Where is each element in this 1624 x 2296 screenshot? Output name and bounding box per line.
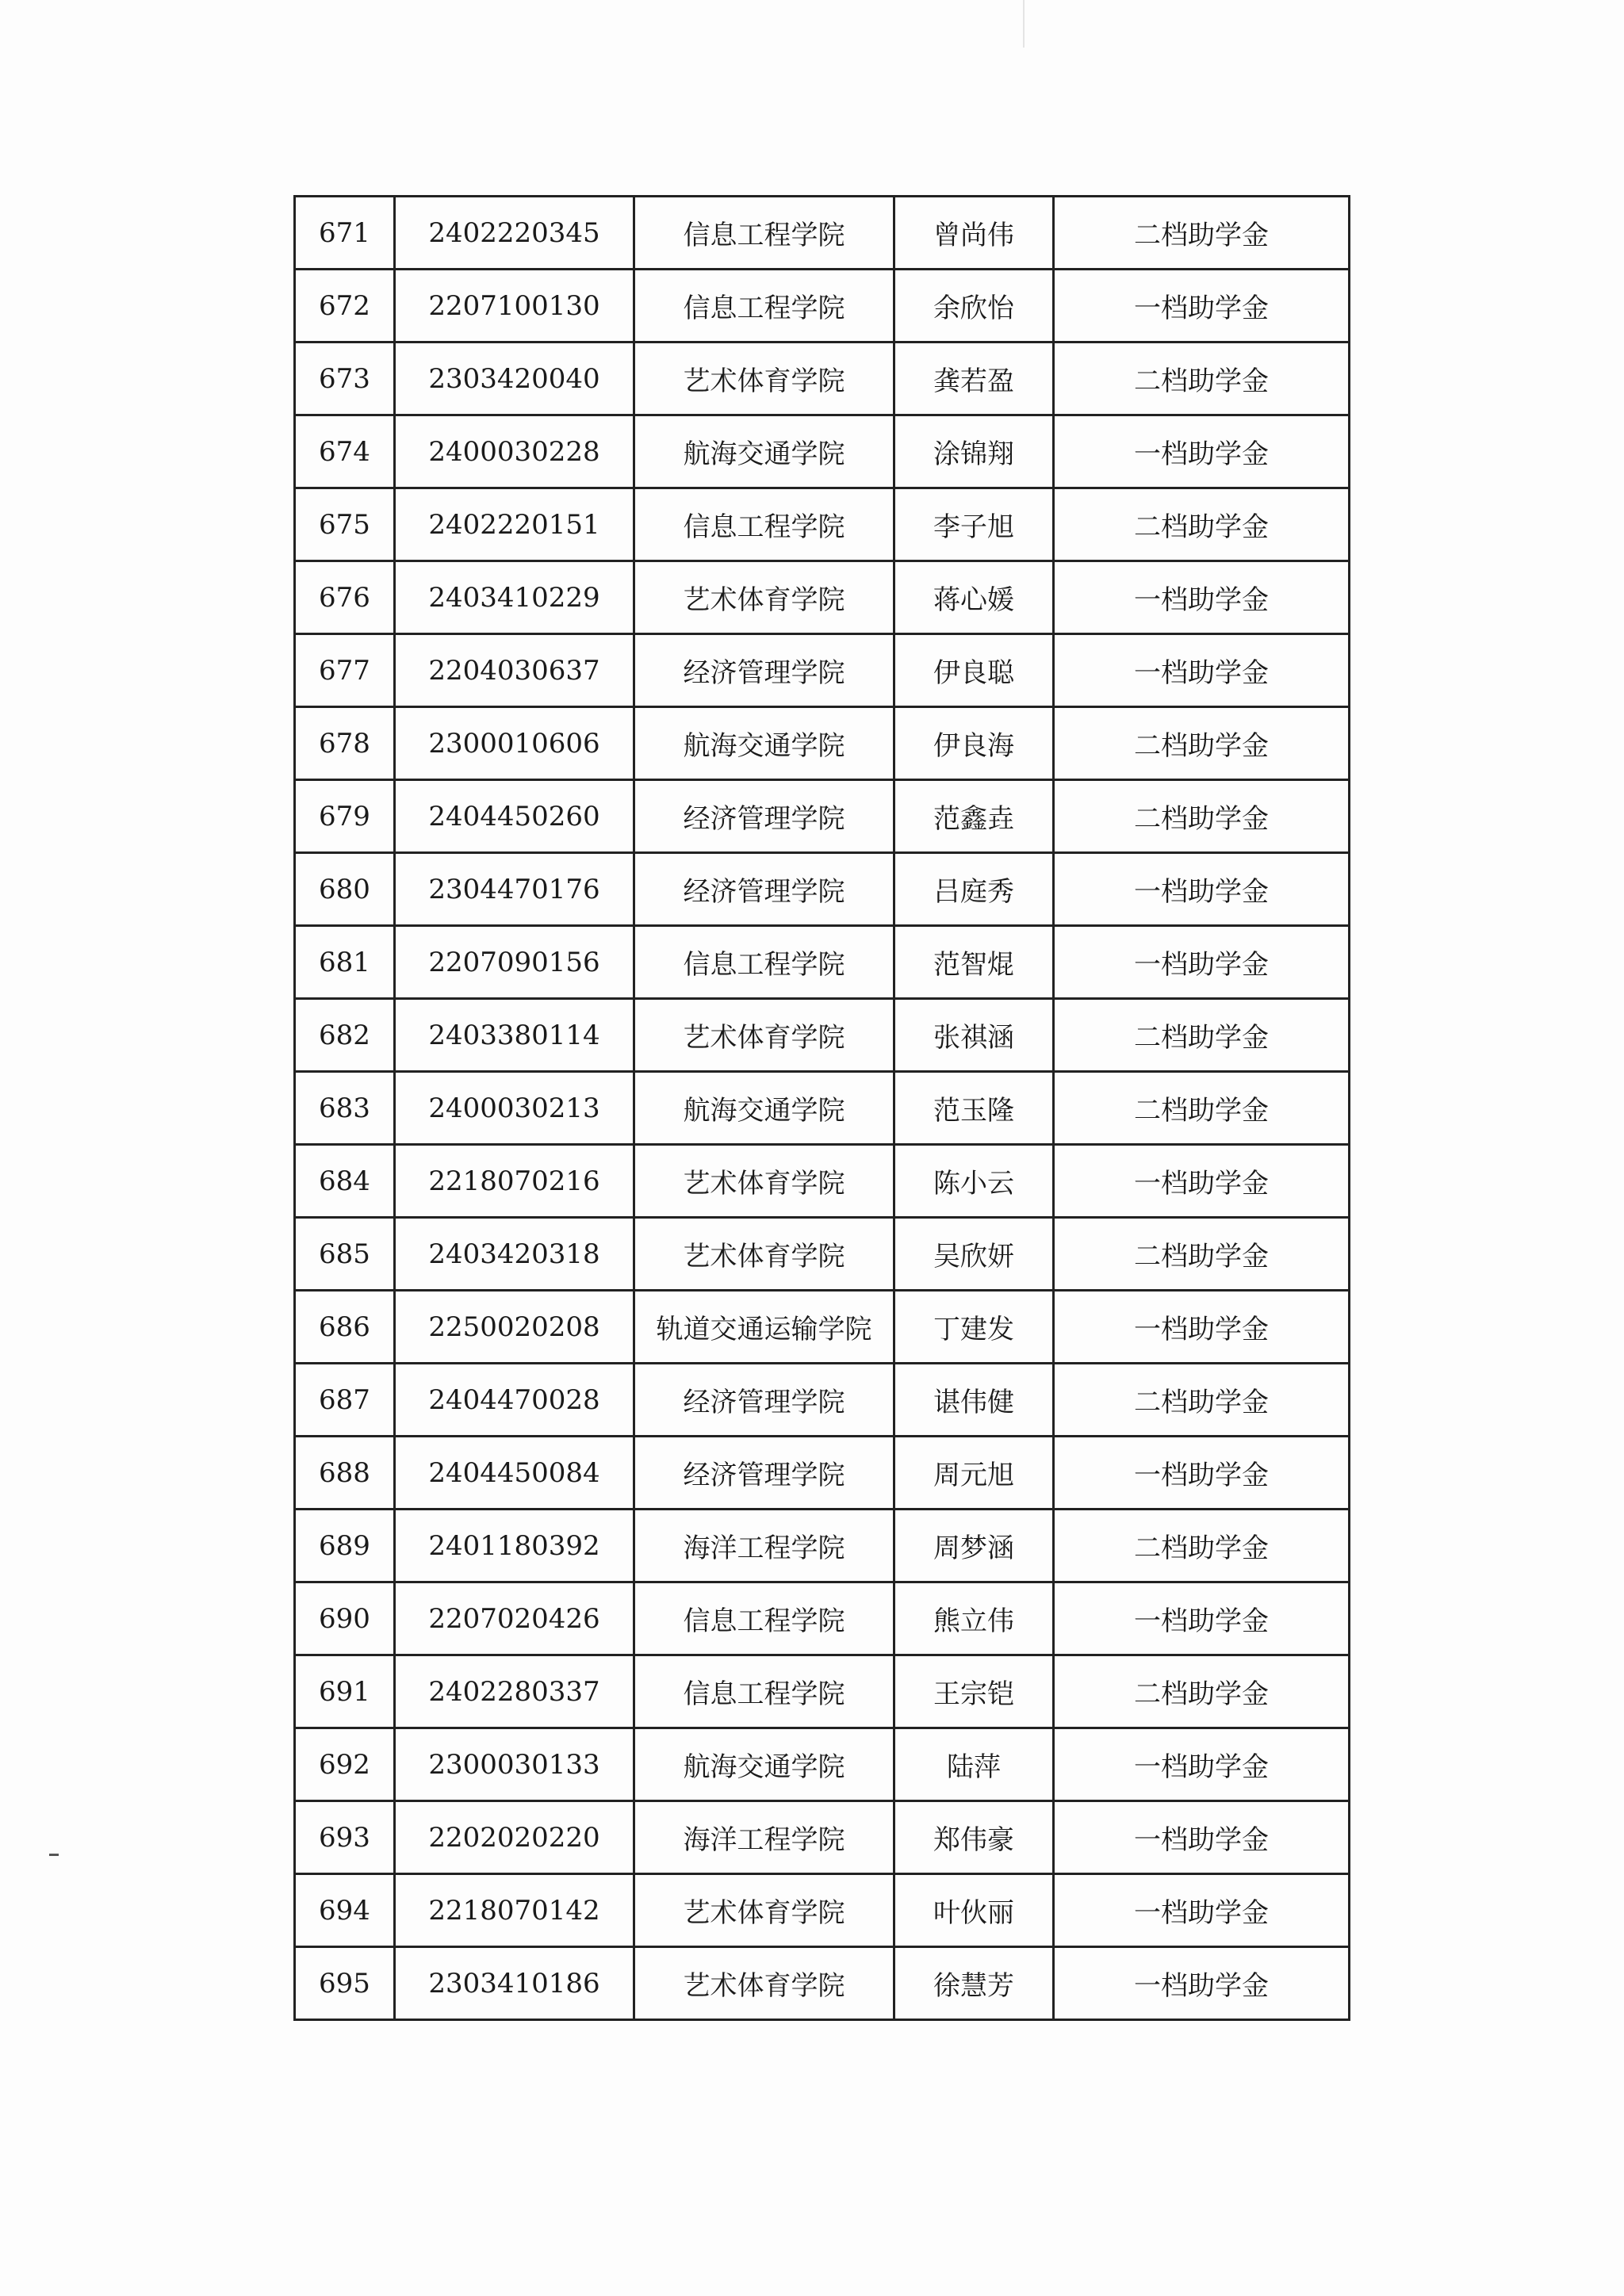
college-name-cell: 信息工程学院: [634, 926, 894, 999]
row-number-cell: 687: [295, 1364, 395, 1437]
table-row: [295, 999, 1350, 1072]
student-id-cell: 2404450084: [395, 1437, 634, 1510]
grant-level-cell: 二档助学金: [1054, 1510, 1350, 1582]
college-name-cell: 信息工程学院: [634, 270, 894, 342]
table-row: [295, 1728, 1350, 1801]
grant-level-cell: 二档助学金: [1054, 780, 1350, 853]
table-row: [295, 780, 1350, 853]
student-name-cell: 陆萍: [894, 1728, 1054, 1801]
row-number-cell: 671: [295, 197, 395, 270]
student-id-cell: 2402220151: [395, 488, 634, 561]
student-id-cell: 2207100130: [395, 270, 634, 342]
table-row: [295, 1582, 1350, 1655]
student-id-cell: 2400030213: [395, 1072, 634, 1145]
grant-level-cell: 一档助学金: [1054, 1291, 1350, 1364]
college-name-cell: 信息工程学院: [634, 197, 894, 270]
student-name-cell: 范玉隆: [894, 1072, 1054, 1145]
grant-level-cell: 二档助学金: [1054, 488, 1350, 561]
college-name-cell: 经济管理学院: [634, 634, 894, 707]
student-name-cell: 王宗铠: [894, 1655, 1054, 1728]
table-row: [295, 853, 1350, 926]
row-number-cell: 689: [295, 1510, 395, 1582]
grant-level-cell: 一档助学金: [1054, 1582, 1350, 1655]
student-id-cell: 2402220345: [395, 197, 634, 270]
student-name-cell: 范智焜: [894, 926, 1054, 999]
row-number-cell: 691: [295, 1655, 395, 1728]
college-name-cell: 海洋工程学院: [634, 1510, 894, 1582]
student-id-cell: 2207020426: [395, 1582, 634, 1655]
college-name-cell: 经济管理学院: [634, 780, 894, 853]
college-name-cell: 信息工程学院: [634, 488, 894, 561]
student-name-cell: 龚若盈: [894, 342, 1054, 415]
table-row: [295, 634, 1350, 707]
row-number-cell: 683: [295, 1072, 395, 1145]
roster-table-body: [295, 197, 1350, 2020]
grant-level-cell: 一档助学金: [1054, 1728, 1350, 1801]
grant-level-cell: 一档助学金: [1054, 853, 1350, 926]
row-number-cell: 682: [295, 999, 395, 1072]
student-id-cell: 2401180392: [395, 1510, 634, 1582]
student-id-cell: 2402280337: [395, 1655, 634, 1728]
table-row: [295, 270, 1350, 342]
row-number-cell: 681: [295, 926, 395, 999]
student-name-cell: 叶伙丽: [894, 1874, 1054, 1947]
table-row: [295, 1655, 1350, 1728]
college-name-cell: 信息工程学院: [634, 1655, 894, 1728]
college-name-cell: 艺术体育学院: [634, 999, 894, 1072]
student-name-cell: 谌伟健: [894, 1364, 1054, 1437]
table-row: [295, 707, 1350, 780]
student-name-cell: 伊良海: [894, 707, 1054, 780]
table-row: [295, 197, 1350, 270]
student-name-cell: 周元旭: [894, 1437, 1054, 1510]
row-number-cell: 674: [295, 415, 395, 488]
student-name-cell: 丁建发: [894, 1291, 1054, 1364]
table-row: [295, 1364, 1350, 1437]
table-row: [295, 415, 1350, 488]
row-number-cell: 679: [295, 780, 395, 853]
grant-level-cell: 二档助学金: [1054, 1364, 1350, 1437]
row-number-cell: 680: [295, 853, 395, 926]
student-name-cell: 张祺涵: [894, 999, 1054, 1072]
row-number-cell: 692: [295, 1728, 395, 1801]
student-id-cell: 2403410229: [395, 561, 634, 634]
student-id-cell: 2218070142: [395, 1874, 634, 1947]
scan-artifact: [1023, 0, 1025, 48]
row-number-cell: 677: [295, 634, 395, 707]
college-name-cell: 艺术体育学院: [634, 561, 894, 634]
grant-level-cell: 一档助学金: [1054, 926, 1350, 999]
table-row: [295, 488, 1350, 561]
college-name-cell: 艺术体育学院: [634, 1874, 894, 1947]
table-row: [295, 1437, 1350, 1510]
student-id-cell: 2300010606: [395, 707, 634, 780]
student-name-cell: 涂锦翔: [894, 415, 1054, 488]
grant-level-cell: 二档助学金: [1054, 707, 1350, 780]
grant-level-cell: 一档助学金: [1054, 1145, 1350, 1218]
grant-level-cell: 一档助学金: [1054, 1801, 1350, 1874]
row-number-cell: 672: [295, 270, 395, 342]
row-number-cell: 673: [295, 342, 395, 415]
row-number-cell: 695: [295, 1947, 395, 2020]
grant-level-cell: 一档助学金: [1054, 415, 1350, 488]
student-id-cell: 2403380114: [395, 999, 634, 1072]
college-name-cell: 航海交通学院: [634, 707, 894, 780]
college-name-cell: 航海交通学院: [634, 1728, 894, 1801]
student-name-cell: 吕庭秀: [894, 853, 1054, 926]
college-name-cell: 艺术体育学院: [634, 1947, 894, 2020]
table-row: [295, 561, 1350, 634]
student-name-cell: 熊立伟: [894, 1582, 1054, 1655]
row-number-cell: 675: [295, 488, 395, 561]
table-row: [295, 1510, 1350, 1582]
student-id-cell: 2202020220: [395, 1801, 634, 1874]
student-id-cell: 2403420318: [395, 1218, 634, 1291]
row-number-cell: 693: [295, 1801, 395, 1874]
table-row: [295, 1218, 1350, 1291]
roster-table-container: [293, 195, 1348, 2021]
college-name-cell: 航海交通学院: [634, 1072, 894, 1145]
student-id-cell: 2400030228: [395, 415, 634, 488]
table-row: [295, 1072, 1350, 1145]
table-row: [295, 1947, 1350, 2020]
grant-level-cell: 一档助学金: [1054, 634, 1350, 707]
table-row: [295, 1291, 1350, 1364]
row-number-cell: 694: [295, 1874, 395, 1947]
grant-level-cell: 二档助学金: [1054, 197, 1350, 270]
grant-level-cell: 一档助学金: [1054, 270, 1350, 342]
student-name-cell: 周梦涵: [894, 1510, 1054, 1582]
student-name-cell: 曾尚伟: [894, 197, 1054, 270]
student-name-cell: 蒋心媛: [894, 561, 1054, 634]
college-name-cell: 信息工程学院: [634, 1582, 894, 1655]
grant-level-cell: 二档助学金: [1054, 342, 1350, 415]
table-row: [295, 1145, 1350, 1218]
grant-level-cell: 一档助学金: [1054, 1874, 1350, 1947]
grant-level-cell: 二档助学金: [1054, 1072, 1350, 1145]
grant-level-cell: 二档助学金: [1054, 1218, 1350, 1291]
scan-mark: [49, 1854, 59, 1856]
college-name-cell: 航海交通学院: [634, 415, 894, 488]
student-id-cell: 2404470028: [395, 1364, 634, 1437]
college-name-cell: 经济管理学院: [634, 853, 894, 926]
grant-level-cell: 一档助学金: [1054, 1947, 1350, 2020]
student-name-cell: 吴欣妍: [894, 1218, 1054, 1291]
table-row: [295, 1801, 1350, 1874]
student-id-cell: 2207090156: [395, 926, 634, 999]
student-name-cell: 范鑫垚: [894, 780, 1054, 853]
grant-level-cell: 二档助学金: [1054, 1655, 1350, 1728]
college-name-cell: 艺术体育学院: [634, 1145, 894, 1218]
grant-level-cell: 一档助学金: [1054, 561, 1350, 634]
table-row: [295, 1874, 1350, 1947]
roster-table: [293, 195, 1350, 2021]
student-id-cell: 2304470176: [395, 853, 634, 926]
table-row: [295, 926, 1350, 999]
row-number-cell: 678: [295, 707, 395, 780]
row-number-cell: 688: [295, 1437, 395, 1510]
grant-level-cell: 一档助学金: [1054, 1437, 1350, 1510]
student-id-cell: 2303410186: [395, 1947, 634, 2020]
student-id-cell: 2300030133: [395, 1728, 634, 1801]
row-number-cell: 684: [295, 1145, 395, 1218]
college-name-cell: 艺术体育学院: [634, 1218, 894, 1291]
grant-level-cell: 二档助学金: [1054, 999, 1350, 1072]
student-name-cell: 余欣怡: [894, 270, 1054, 342]
student-name-cell: 陈小云: [894, 1145, 1054, 1218]
student-id-cell: 2250020208: [395, 1291, 634, 1364]
college-name-cell: 经济管理学院: [634, 1364, 894, 1437]
student-id-cell: 2404450260: [395, 780, 634, 853]
student-id-cell: 2204030637: [395, 634, 634, 707]
student-name-cell: 伊良聪: [894, 634, 1054, 707]
student-id-cell: 2303420040: [395, 342, 634, 415]
row-number-cell: 686: [295, 1291, 395, 1364]
student-name-cell: 李子旭: [894, 488, 1054, 561]
college-name-cell: 海洋工程学院: [634, 1801, 894, 1874]
table-row: [295, 342, 1350, 415]
row-number-cell: 676: [295, 561, 395, 634]
row-number-cell: 685: [295, 1218, 395, 1291]
college-name-cell: 轨道交通运输学院: [634, 1291, 894, 1364]
student-id-cell: 2218070216: [395, 1145, 634, 1218]
student-name-cell: 徐慧芳: [894, 1947, 1054, 2020]
row-number-cell: 690: [295, 1582, 395, 1655]
college-name-cell: 经济管理学院: [634, 1437, 894, 1510]
college-name-cell: 艺术体育学院: [634, 342, 894, 415]
student-name-cell: 郑伟豪: [894, 1801, 1054, 1874]
